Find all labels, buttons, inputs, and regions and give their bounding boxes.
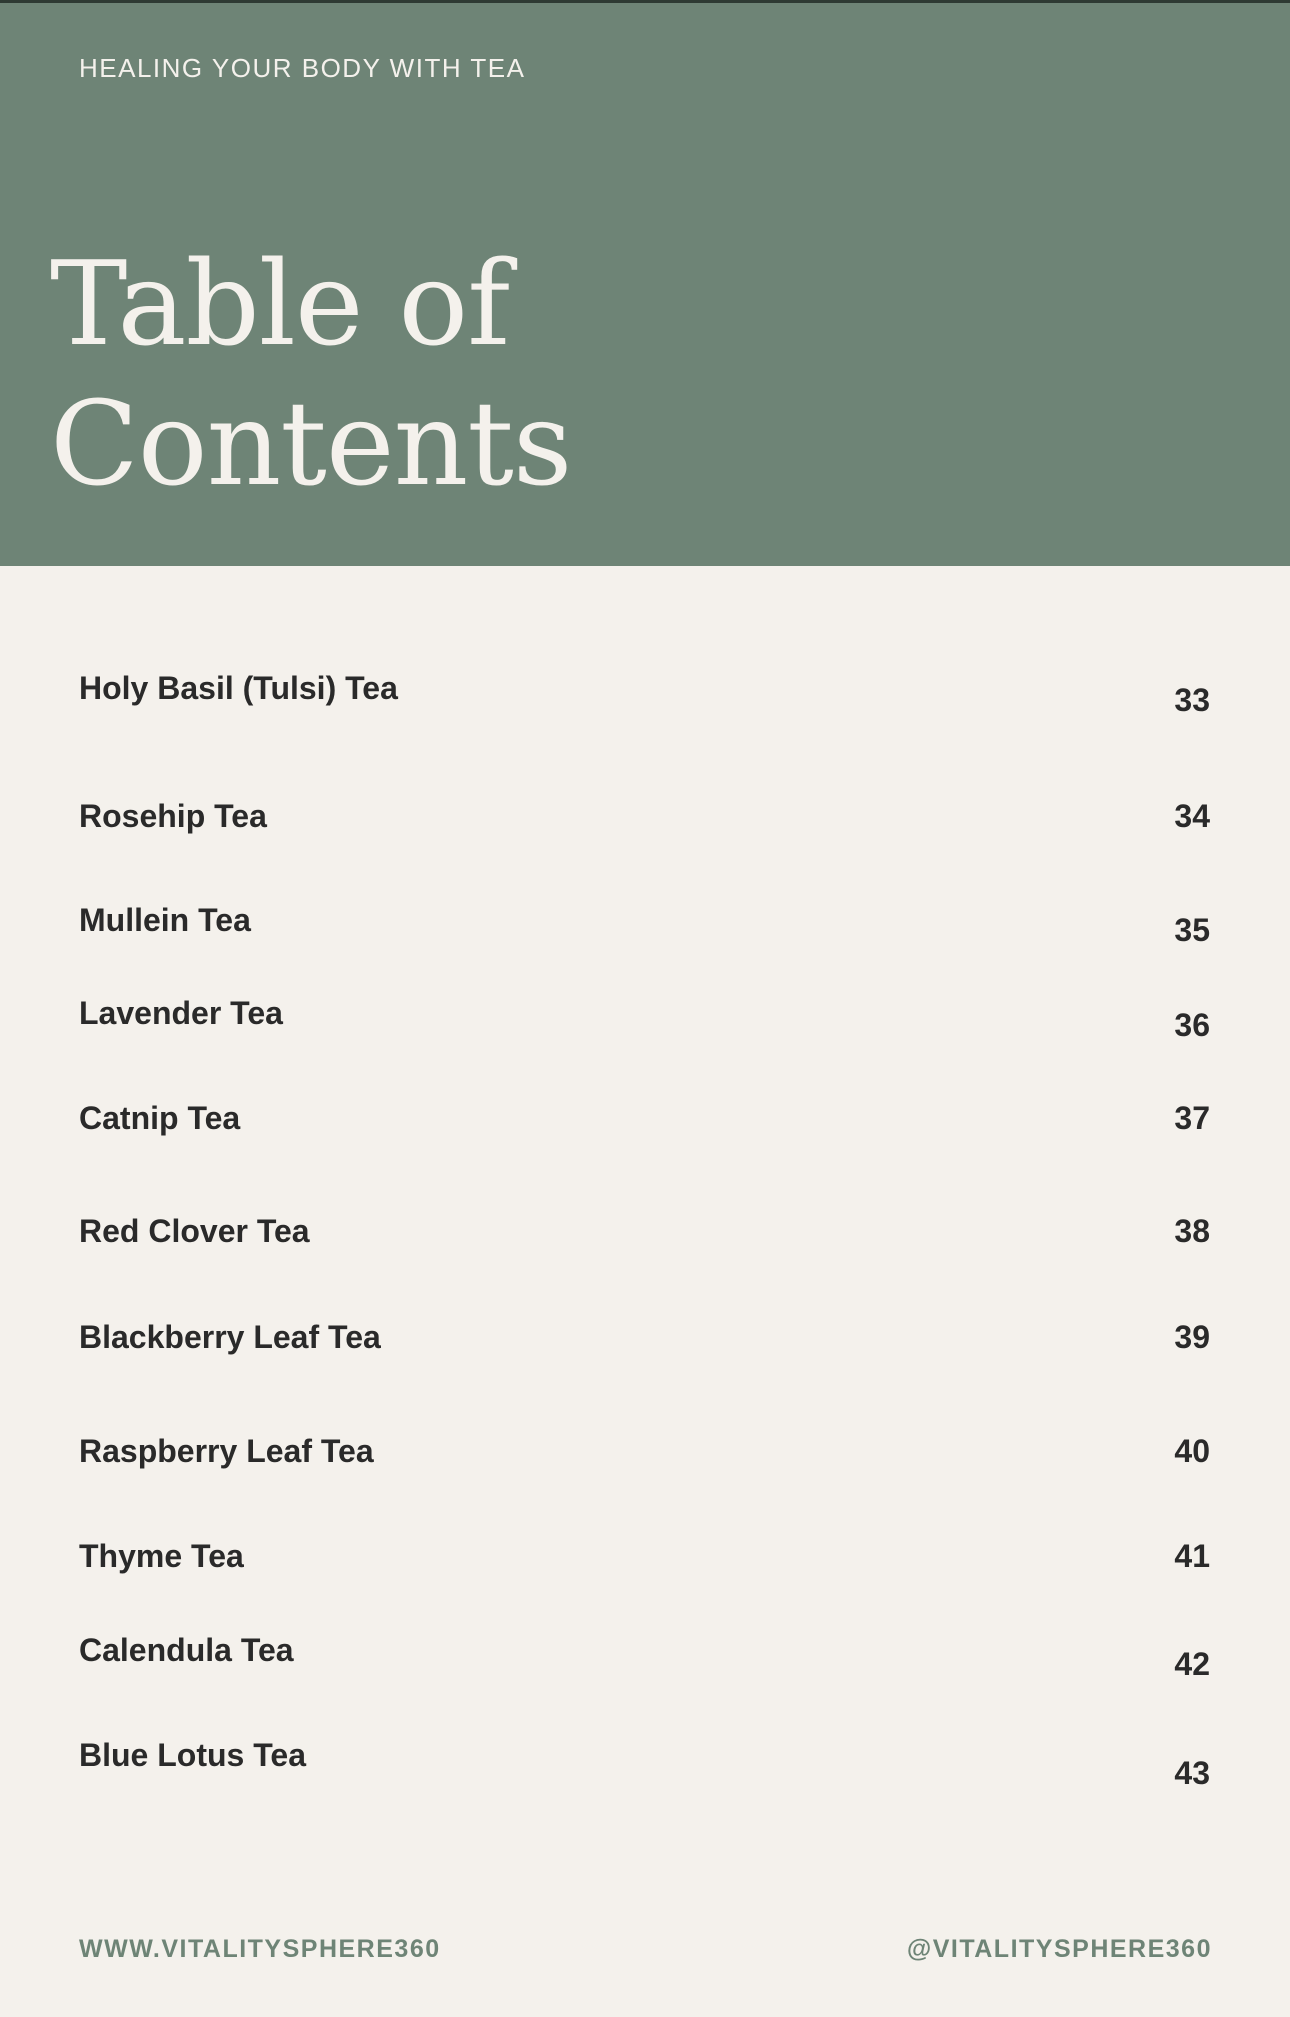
- toc-entry[interactable]: [0, 902, 1290, 962]
- toc-entry[interactable]: [0, 1319, 1290, 1379]
- toc-entry-title: Blue Lotus Tea: [79, 1737, 306, 1773]
- toc-entry[interactable]: [0, 670, 1290, 730]
- toc-entry-page: 36: [1174, 1007, 1210, 1043]
- toc-entry-title: Catnip Tea: [79, 1100, 241, 1136]
- toc-entry[interactable]: [0, 1100, 1290, 1160]
- toc-entry[interactable]: [0, 995, 1290, 1055]
- toc-entry-page: 38: [1174, 1213, 1210, 1249]
- toc-entry-title: Holy Basil (Tulsi) Tea: [79, 670, 398, 706]
- toc-entry-page: 35: [1174, 912, 1210, 948]
- toc-entry[interactable]: [0, 1538, 1290, 1598]
- page-title-line1: Table of: [50, 237, 510, 372]
- toc-entry-page: 37: [1174, 1100, 1210, 1136]
- toc-entry-page: 41: [1174, 1538, 1210, 1574]
- toc-entry-page: 33: [1174, 682, 1210, 718]
- toc-entry-page: 39: [1174, 1319, 1210, 1355]
- toc-entry-title: Raspberry Leaf Tea: [79, 1433, 374, 1469]
- toc-entry-page: 34: [1174, 798, 1210, 834]
- toc-entry-title: Rosehip Tea: [79, 798, 267, 834]
- footer-website: WWW.VITALITYSPHERE360: [79, 1935, 441, 1963]
- toc-entry-page: 43: [1174, 1755, 1210, 1791]
- page-title-line2: Contents: [50, 377, 572, 512]
- toc-entry-title: Mullein Tea: [79, 902, 251, 938]
- toc-entry-page: 40: [1174, 1433, 1210, 1469]
- toc-entry-title: Lavender Tea: [79, 995, 283, 1031]
- toc-entry[interactable]: [0, 1213, 1290, 1273]
- footer-social-handle: @VITALITYSPHERE360: [906, 1935, 1212, 1963]
- header-banner: [0, 3, 1290, 566]
- toc-entry-page: 42: [1174, 1646, 1210, 1682]
- toc-entry[interactable]: [0, 1632, 1290, 1692]
- toc-entry[interactable]: [0, 1433, 1290, 1493]
- page-title: [50, 235, 571, 515]
- toc-entry-title: Red Clover Tea: [79, 1213, 310, 1249]
- toc-entry-title: Calendula Tea: [79, 1632, 294, 1668]
- toc-entry[interactable]: [0, 798, 1290, 858]
- toc-entry[interactable]: [0, 1737, 1290, 1797]
- toc-entry-title: Thyme Tea: [79, 1538, 244, 1574]
- toc-entry-title: Blackberry Leaf Tea: [79, 1319, 381, 1355]
- header-kicker: HEALING YOUR BODY WITH TEA: [79, 53, 526, 83]
